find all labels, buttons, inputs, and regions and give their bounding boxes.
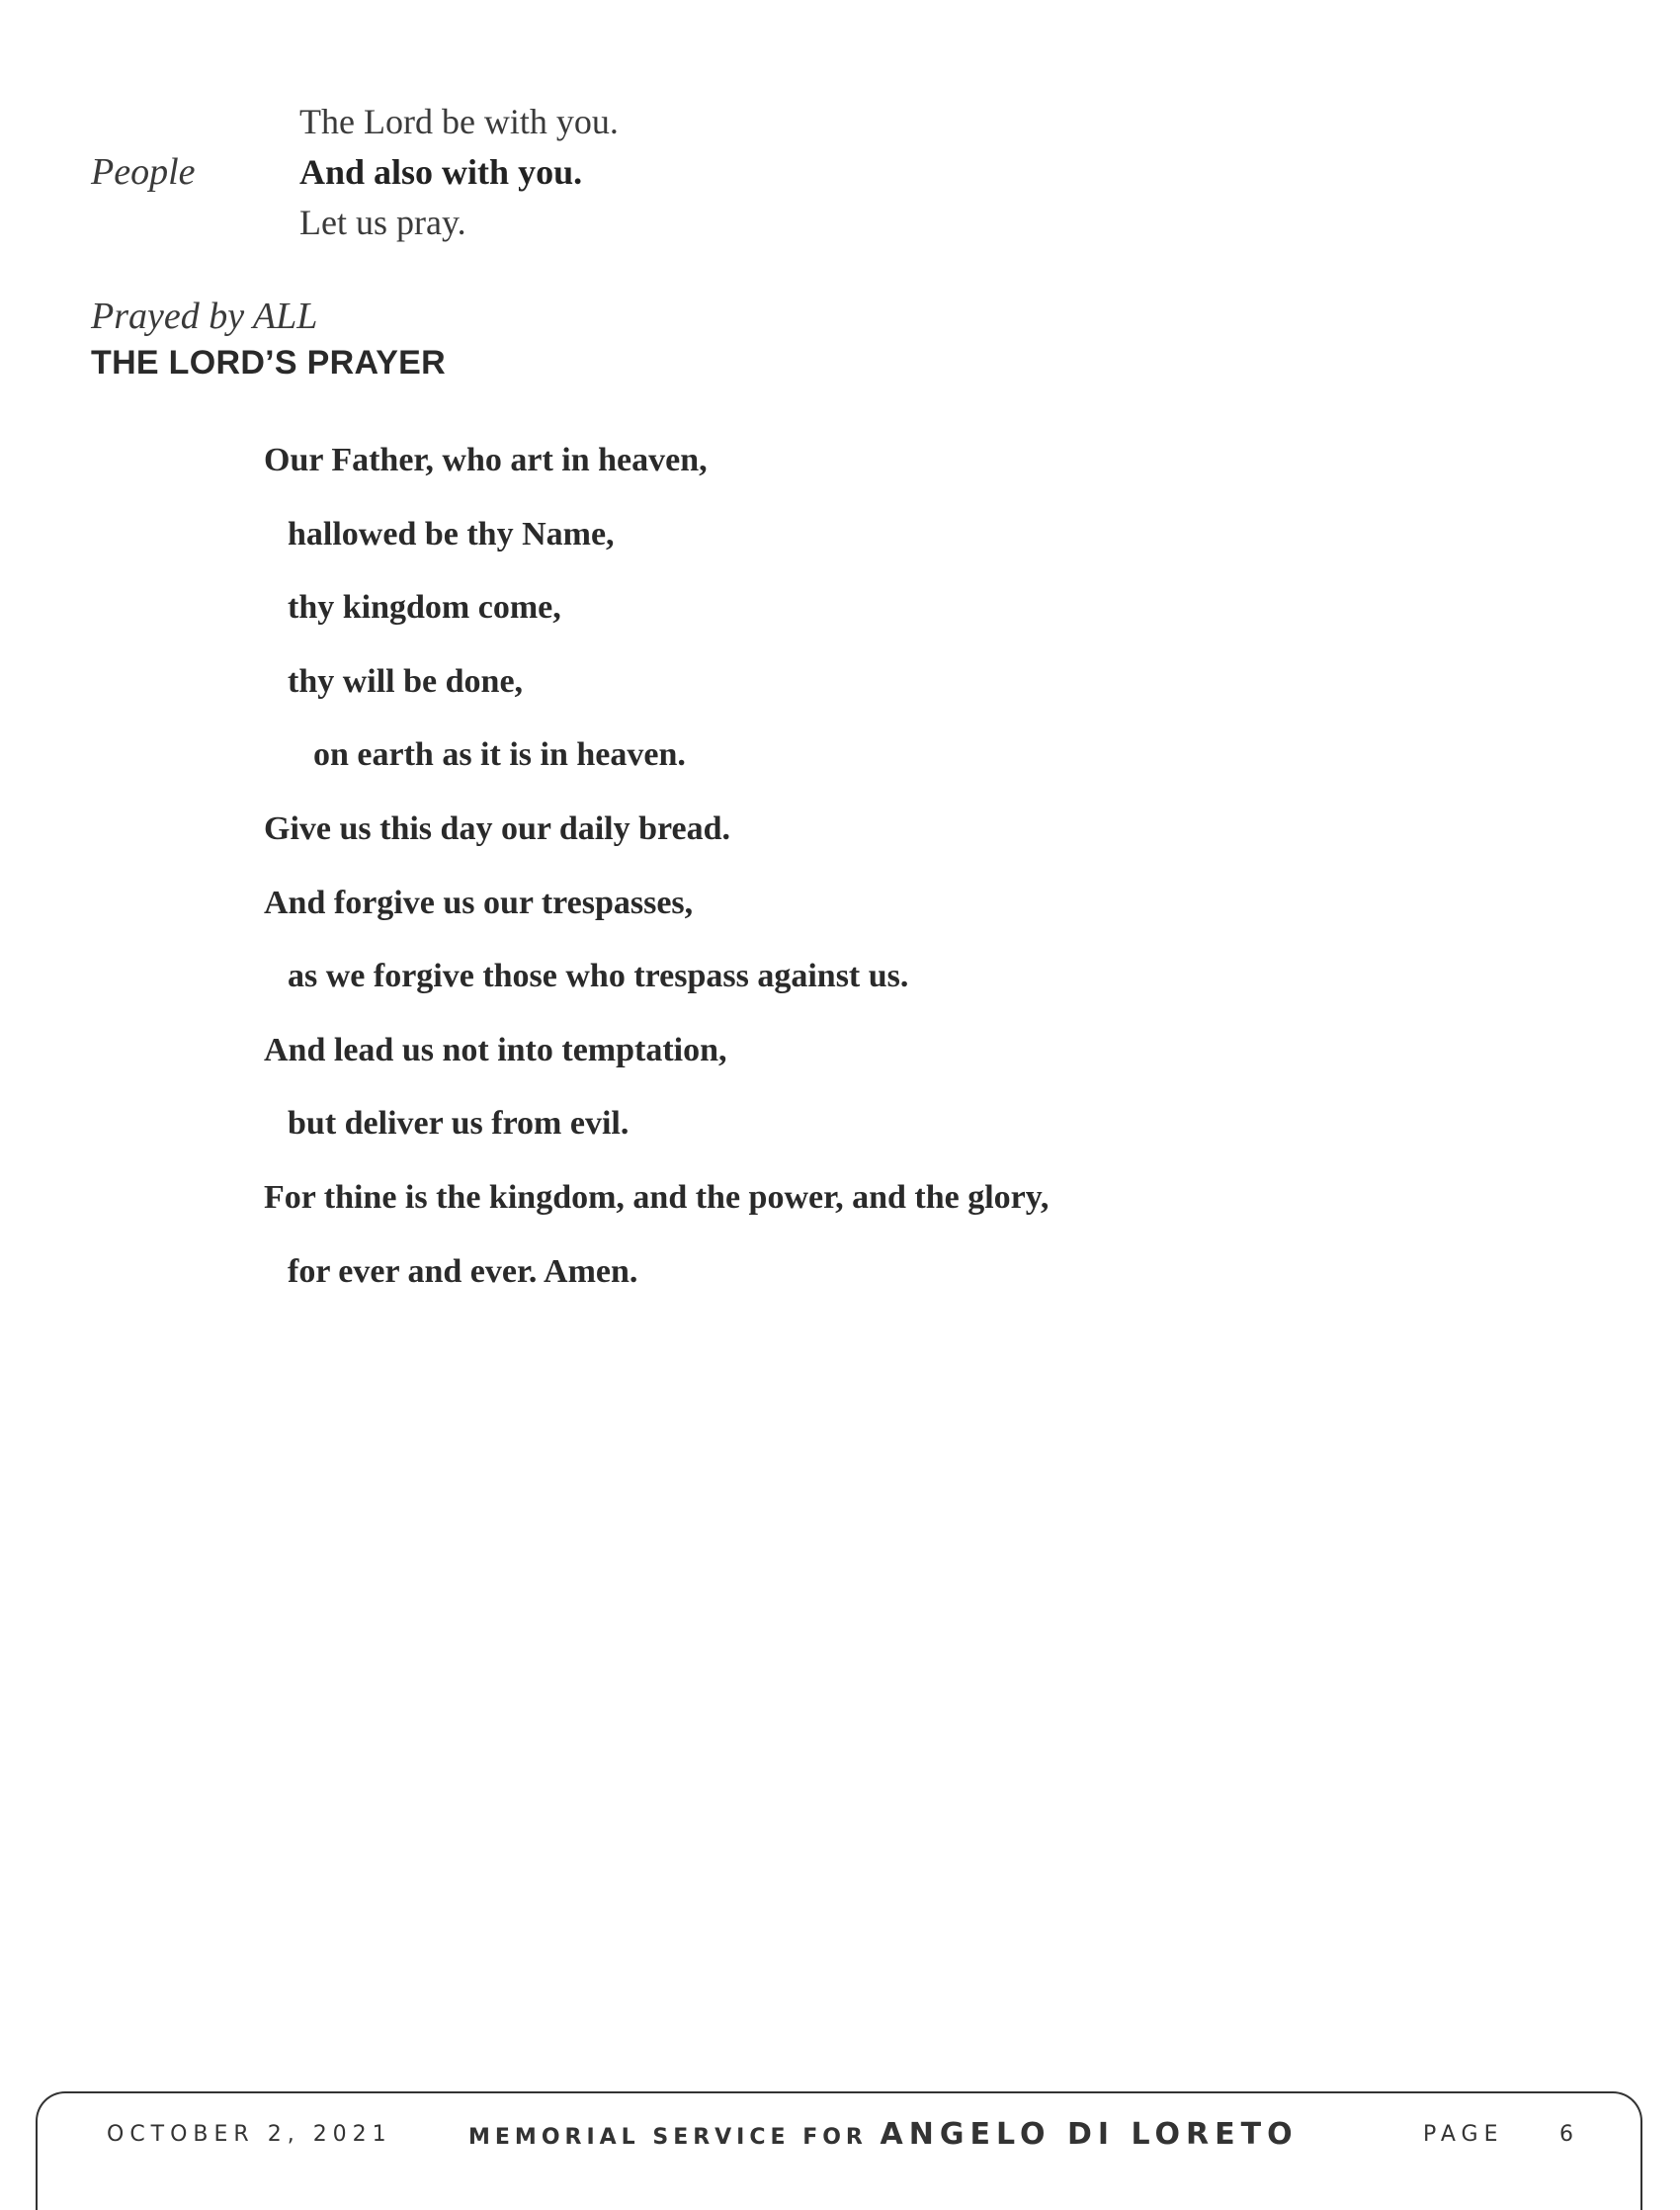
prayer-line: For thine is the kingdom, and the power, and the glory, <box>264 1178 1050 1216</box>
rubric-text: Prayed by ALL <box>91 296 318 337</box>
footer-service-name: ANGELO DI LORETO <box>880 2117 1299 2152</box>
prayer-line: thy kingdom come, <box>288 589 561 627</box>
prayer-line: Give us this day our daily bread. <box>264 809 731 847</box>
response-line-2 <box>0 147 1680 197</box>
footer-date: OCTOBER 2, 2021 <box>107 2122 392 2147</box>
response-line-3 <box>0 198 1680 247</box>
section-title: THE LORD’S PRAYER <box>91 344 447 382</box>
response-line-1 <box>0 97 1680 146</box>
prayer-line: And forgive us our trespasses, <box>264 884 694 921</box>
response-text: Let us pray. <box>299 203 466 242</box>
footer-page-number: 6 <box>1559 2122 1573 2147</box>
prayer-line: thy will be done, <box>288 662 524 700</box>
prayer-text <box>264 435 1549 1319</box>
prayer-line: hallowed be thy Name, <box>288 515 615 552</box>
prayer-line: Our Father, who art in heaven, <box>264 442 708 478</box>
response-text: The Lord be with you. <box>299 102 619 141</box>
footer-service-prefix: MEMORIAL SERVICE FOR <box>468 2125 868 2150</box>
prayer-line: as we forgive those who trespass against us. <box>288 958 909 995</box>
prayer-line: but deliver us from evil. <box>288 1105 630 1143</box>
footer-service-title <box>468 2117 1299 2156</box>
prayer-line: for ever and ever. Amen. <box>288 1252 638 1290</box>
footer-page-label: PAGE <box>1423 2122 1504 2147</box>
response-text: And also with you. <box>299 152 583 192</box>
prayer-line: on earth as it is in heaven. <box>313 736 686 774</box>
prayer-line: And lead us not into temptation, <box>264 1031 727 1068</box>
page-footer <box>36 2091 1642 2210</box>
speaker-label: People <box>91 151 196 193</box>
